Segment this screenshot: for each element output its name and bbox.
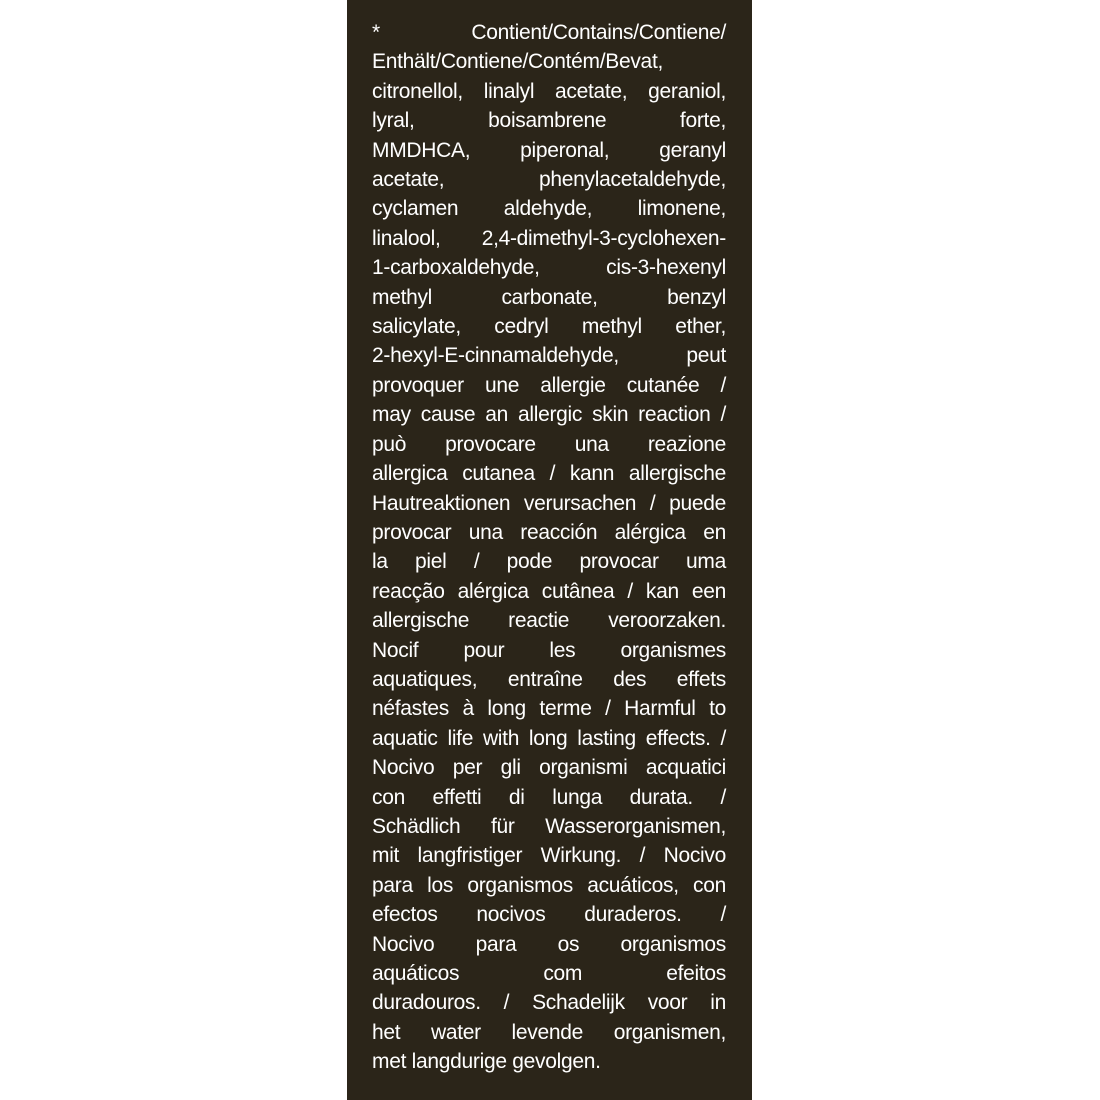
label-line: con effetti di lunga durata. / — [372, 785, 726, 809]
label-line: acetate, phenylacetaldehyde, — [372, 168, 726, 192]
label-line: Hautreaktionen verursachen / puede — [372, 491, 726, 515]
allergen-warning-text — [372, 18, 726, 1077]
label-line: citronellol, linalyl acetate, geraniol, — [372, 79, 726, 103]
label-line: provoquer une allergie cutanée / — [372, 373, 726, 397]
label-line: la piel / pode provocar uma — [372, 550, 726, 574]
label-line: Nocivo para os organismos — [372, 932, 726, 956]
label-line: lyral, boisambrene forte, — [372, 109, 726, 133]
label-line: efectos nocivos duraderos. / — [372, 903, 726, 927]
ingredient-label-panel — [347, 0, 752, 1100]
label-line: reacção alérgica cutânea / kan een — [372, 579, 726, 603]
label-line: Nocif pour les organismes — [372, 638, 726, 662]
label-line: néfastes à long terme / Harmful to — [372, 697, 726, 721]
label-line: methyl carbonate, benzyl — [372, 285, 726, 309]
label-line: provocar una reacción alérgica en — [372, 520, 726, 544]
label-line: allergica cutanea / kann allergische — [372, 462, 726, 486]
label-line: cyclamen aldehyde, limonene, — [372, 197, 726, 221]
label-line: met langdurige gevolgen. — [372, 1050, 601, 1074]
label-line: aquatic life with long lasting effects. / — [372, 726, 726, 750]
label-line: salicylate, cedryl methyl ether, — [372, 315, 726, 339]
label-line: * Contient/Contains/Contiene/ — [372, 21, 726, 44]
label-line: allergische reactie veroorzaken. — [372, 609, 726, 633]
label-line: het water levende organismen, — [372, 1020, 726, 1044]
label-line: linalool, 2,4-dimethyl-3-cyclohexen- — [372, 226, 726, 250]
label-line: 2-hexyl-E-cinnamaldehyde, peut — [372, 344, 726, 368]
label-line: Schädlich für Wasserorganismen, — [372, 814, 726, 838]
label-line: aquatiques, entraîne des effets — [372, 667, 726, 691]
label-line: può provocare una reazione — [372, 432, 726, 456]
label-line: para los organismos acuáticos, con — [372, 873, 726, 897]
label-line: duradouros. / Schadelijk voor in — [372, 991, 726, 1015]
label-line: 1-carboxaldehyde, cis-3-hexenyl — [372, 256, 726, 280]
label-line: mit langfristiger Wirkung. / Nocivo — [372, 844, 726, 868]
label-line: Enthält/Contiene/Contém/Bevat, — [372, 50, 664, 74]
label-line: MMDHCA, piperonal, geranyl — [372, 138, 726, 162]
label-line: Nocivo per gli organismi acquatici — [372, 756, 726, 780]
label-line: may cause an allergic skin reaction / — [372, 403, 726, 427]
label-line: aquáticos com efeitos — [372, 962, 726, 985]
